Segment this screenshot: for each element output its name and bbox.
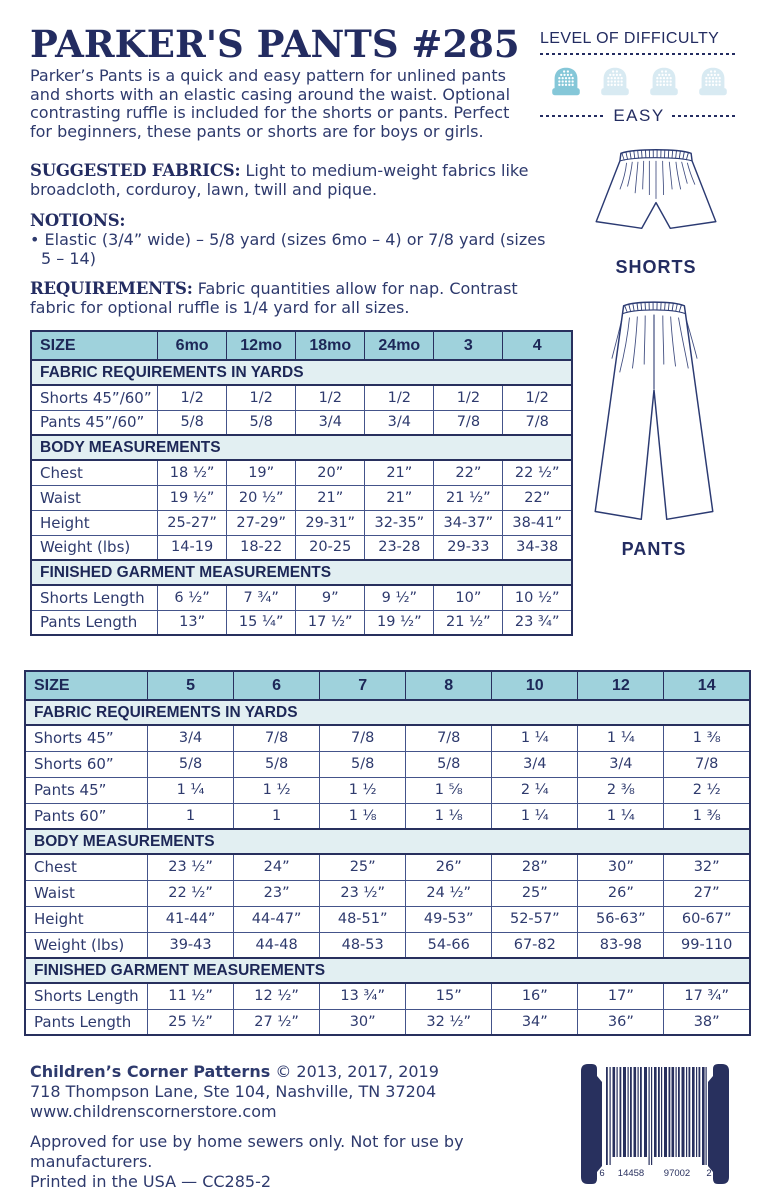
intro-text: Parker’s Pants is a quick and easy pattern for unlined pants and shorts with an elastic casing around the waist. Optional contrasting ruffle is included for the shorts or pants. Perfect for beginners, these pants or shorts are for boys or girls. [30, 66, 511, 142]
thimble-icon-filled [547, 64, 585, 99]
value-cell: 3/4 [492, 751, 578, 777]
value-cell: 29-31” [296, 510, 365, 535]
value-cell: 22 ½” [503, 460, 572, 485]
value-cell: 17 ¾” [664, 983, 750, 1009]
value-cell: 25-27” [158, 510, 227, 535]
value-cell: 12 ½” [234, 983, 320, 1009]
table-row [31, 485, 572, 510]
value-cell: 9 ½” [365, 585, 434, 610]
publisher-name: Children’s Corner Patterns [30, 1062, 271, 1081]
suggested-fabrics-heading: SUGGESTED FABRICS: [30, 161, 241, 180]
size-header-cell: 24mo [365, 331, 434, 360]
value-cell: 1 ¼ [492, 803, 578, 829]
row-label: Waist [25, 880, 148, 906]
difficulty-panel [540, 30, 738, 126]
size-table-small-sizes [30, 330, 573, 636]
size-header-cell: 18mo [296, 331, 365, 360]
row-label: Chest [25, 854, 148, 880]
size-header-cell: 10 [492, 671, 578, 700]
size-header-cell: 6mo [158, 331, 227, 360]
value-cell: 17 ½” [296, 610, 365, 635]
value-cell: 3/4 [365, 410, 434, 435]
notions-item [30, 231, 546, 268]
value-cell: 39-43 [148, 932, 234, 958]
requirements-heading: REQUIREMENTS: [30, 279, 193, 298]
value-cell: 22” [434, 460, 503, 485]
value-cell: 13” [158, 610, 227, 635]
value-cell: 7/8 [434, 410, 503, 435]
barcode-digit-group: 14458 [617, 1168, 645, 1179]
value-cell: 10” [434, 585, 503, 610]
row-label: Pants 45”/60” [31, 410, 158, 435]
table-row [25, 751, 750, 777]
size-header-cell: 3 [434, 331, 503, 360]
suggested-fabrics-text: Light to medium-weight fabrics like broadcloth, corduroy, lawn, twill and pique. [30, 161, 529, 199]
value-cell: 1/2 [227, 385, 296, 410]
row-label: Pants Length [25, 1009, 148, 1035]
value-cell: 1 ¼ [492, 725, 578, 751]
footer-text [30, 1062, 560, 1192]
value-cell: 25 ½” [148, 1009, 234, 1035]
row-label: Waist [31, 485, 158, 510]
value-cell: 7/8 [503, 410, 572, 435]
section-title: FABRIC REQUIREMENTS IN YARDS [25, 700, 750, 725]
value-cell: 3/4 [296, 410, 365, 435]
value-cell: 25” [320, 854, 406, 880]
value-cell: 21 ½” [434, 610, 503, 635]
row-label: Pants 60” [25, 803, 148, 829]
value-cell: 27-29” [227, 510, 296, 535]
value-cell: 34-38 [503, 535, 572, 560]
shorts-illustration [581, 140, 731, 252]
value-cell: 15 ¼” [227, 610, 296, 635]
table-row [25, 803, 750, 829]
dashed-divider [540, 115, 606, 117]
value-cell: 1 ⅜ [664, 725, 750, 751]
value-cell: 99-110 [664, 932, 750, 958]
difficulty-label: LEVEL OF DIFFICULTY [540, 30, 720, 47]
value-cell: 5/8 [148, 751, 234, 777]
website-link: www.childrenscornerstore.com [30, 1102, 277, 1121]
value-cell: 44-48 [234, 932, 320, 958]
table-row [25, 880, 750, 906]
value-cell: 5/8 [406, 751, 492, 777]
value-cell: 52-57” [492, 906, 578, 932]
value-cell: 1 ⅛ [320, 803, 406, 829]
value-cell: 1/2 [365, 385, 434, 410]
size-header-cell: 7 [320, 671, 406, 700]
value-cell: 27 ½” [234, 1009, 320, 1035]
value-cell: 1 ¼ [578, 803, 664, 829]
size-column-header: SIZE [31, 331, 158, 360]
section-title: FINISHED GARMENT MEASUREMENTS [25, 958, 750, 983]
value-cell: 34-37” [434, 510, 503, 535]
value-cell: 9” [296, 585, 365, 610]
value-cell: 1 ½ [234, 777, 320, 803]
value-cell: 23-28 [365, 535, 434, 560]
value-cell: 7 ¾” [227, 585, 296, 610]
section-title: BODY MEASUREMENTS [31, 435, 572, 460]
value-cell: 23 ½” [148, 854, 234, 880]
size-header-cell: 12 [578, 671, 664, 700]
table-row [25, 1009, 750, 1035]
value-cell: 34” [492, 1009, 578, 1035]
barcode [579, 1062, 731, 1194]
value-cell: 16” [492, 983, 578, 1009]
difficulty-thimbles [540, 64, 738, 99]
value-cell: 24 ½” [406, 880, 492, 906]
value-cell: 22” [503, 485, 572, 510]
value-cell: 21” [365, 485, 434, 510]
pants-illustration [571, 294, 737, 534]
value-cell: 1 ⅝ [406, 777, 492, 803]
thimble-icon [694, 64, 732, 99]
bullet-marker: • [30, 230, 40, 250]
value-cell: 3/4 [578, 751, 664, 777]
value-cell: 1 ⅛ [406, 803, 492, 829]
value-cell: 56-63” [578, 906, 664, 932]
table-row [31, 385, 572, 410]
size-header-row [25, 671, 750, 700]
shorts-figure-label: SHORTS [615, 257, 697, 277]
thimble-icon [645, 64, 683, 99]
barcode-digit-group: 6 [599, 1168, 605, 1179]
value-cell: 83-98 [578, 932, 664, 958]
value-cell: 22 ½” [148, 880, 234, 906]
value-cell: 17” [578, 983, 664, 1009]
notions-paragraph [30, 211, 546, 269]
value-cell: 28” [492, 854, 578, 880]
dashed-divider [672, 115, 738, 117]
value-cell: 1 ¼ [148, 777, 234, 803]
row-label: Shorts 45”/60” [31, 385, 158, 410]
size-header-cell: 14 [664, 671, 750, 700]
notions-item-text: Elastic (3/4” wide) – 5/8 yard (sizes 6mo – 4) or 7/8 yard (sizes 5 – 14) [41, 230, 546, 269]
value-cell: 18 ½” [158, 460, 227, 485]
value-cell: 7/8 [406, 725, 492, 751]
table-row [31, 410, 572, 435]
value-cell: 20 ½” [227, 485, 296, 510]
value-cell: 38-41” [503, 510, 572, 535]
value-cell: 5/8 [158, 410, 227, 435]
value-cell: 5/8 [227, 410, 296, 435]
value-cell: 11 ½” [148, 983, 234, 1009]
value-cell: 20” [296, 460, 365, 485]
value-cell: 24” [234, 854, 320, 880]
section-header-row [31, 435, 572, 460]
value-cell: 7/8 [234, 725, 320, 751]
row-label: Shorts 45” [25, 725, 148, 751]
section-header-row [25, 829, 750, 854]
shorts-figure [576, 140, 736, 278]
size-header-cell: 4 [503, 331, 572, 360]
approval-line: Approved for use by home sewers only. Not for use by manufacturers. [30, 1132, 464, 1171]
size-header-cell: 5 [148, 671, 234, 700]
value-cell: 18-22 [227, 535, 296, 560]
value-cell: 26” [578, 880, 664, 906]
value-cell: 6 ½” [158, 585, 227, 610]
value-cell: 1 ⅜ [664, 803, 750, 829]
address-line: 718 Thompson Lane, Ste 104, Nashville, TN 37204 [30, 1082, 437, 1101]
value-cell: 23” [234, 880, 320, 906]
difficulty-level-row [540, 106, 738, 126]
row-label: Weight (lbs) [25, 932, 148, 958]
value-cell: 1 [148, 803, 234, 829]
row-label: Shorts 60” [25, 751, 148, 777]
table-row [31, 510, 572, 535]
section-title: FABRIC REQUIREMENTS IN YARDS [31, 360, 572, 385]
value-cell: 60-67” [664, 906, 750, 932]
value-cell: 29-33 [434, 535, 503, 560]
printed-line: Printed in the USA — CC285-2 [30, 1172, 272, 1191]
table-row [31, 535, 572, 560]
size-header-cell: 6 [234, 671, 320, 700]
value-cell: 19 ½” [365, 610, 434, 635]
value-cell: 15” [406, 983, 492, 1009]
requirements-text: Fabric quantities allow for nap. Contrast fabric for optional ruffle is 1/4 yard for all sizes. [30, 279, 518, 317]
size-header-cell: 8 [406, 671, 492, 700]
value-cell: 67-82 [492, 932, 578, 958]
value-cell: 1 ¼ [578, 725, 664, 751]
value-cell: 1/2 [296, 385, 365, 410]
value-cell: 54-66 [406, 932, 492, 958]
value-cell: 2 ¼ [492, 777, 578, 803]
value-cell: 2 ½ [664, 777, 750, 803]
value-cell: 30” [320, 1009, 406, 1035]
value-cell: 5/8 [320, 751, 406, 777]
value-cell: 19” [227, 460, 296, 485]
value-cell: 23 ¾” [503, 610, 572, 635]
section-title: FINISHED GARMENT MEASUREMENTS [31, 560, 572, 585]
row-label: Weight (lbs) [31, 535, 158, 560]
section-header-row [31, 360, 572, 385]
table-row [31, 585, 572, 610]
value-cell: 48-51” [320, 906, 406, 932]
value-cell: 27” [664, 880, 750, 906]
value-cell: 21” [365, 460, 434, 485]
size-header-cell: 12mo [227, 331, 296, 360]
requirements-paragraph [30, 279, 542, 317]
value-cell: 49-53” [406, 906, 492, 932]
copyright-line [30, 1062, 560, 1082]
difficulty-level-label: EASY [613, 106, 665, 125]
row-label: Pants Length [31, 610, 158, 635]
section-header-row [25, 958, 750, 983]
value-cell: 1/2 [434, 385, 503, 410]
size-table-big-sizes [24, 670, 751, 1036]
value-cell: 36” [578, 1009, 664, 1035]
row-label: Pants 45” [25, 777, 148, 803]
size-column-header: SIZE [25, 671, 148, 700]
value-cell: 13 ¾” [320, 983, 406, 1009]
row-label: Height [31, 510, 158, 535]
value-cell: 7/8 [320, 725, 406, 751]
page-title: PARKER'S PANTS #285 [30, 22, 520, 66]
value-cell: 26” [406, 854, 492, 880]
section-title: BODY MEASUREMENTS [25, 829, 750, 854]
value-cell: 44-47” [234, 906, 320, 932]
thimble-icon [596, 64, 634, 99]
section-header-row [25, 700, 750, 725]
value-cell: 10 ½” [503, 585, 572, 610]
value-cell: 7/8 [664, 751, 750, 777]
table-row [25, 932, 750, 958]
value-cell: 32-35” [365, 510, 434, 535]
value-cell: 30” [578, 854, 664, 880]
section-header-row [31, 560, 572, 585]
pants-figure-label: PANTS [621, 539, 687, 559]
table-row [25, 906, 750, 932]
value-cell: 21” [296, 485, 365, 510]
value-cell: 2 ⅜ [578, 777, 664, 803]
value-cell: 32” [664, 854, 750, 880]
value-cell: 20-25 [296, 535, 365, 560]
row-label: Height [25, 906, 148, 932]
value-cell: 1 ½ [320, 777, 406, 803]
value-cell: 48-53 [320, 932, 406, 958]
barcode-digit-group: 2 [706, 1168, 712, 1179]
dashed-divider [540, 53, 738, 55]
barcode-digit-group: 97002 [663, 1168, 691, 1179]
value-cell: 21 ½” [434, 485, 503, 510]
value-cell: 1/2 [158, 385, 227, 410]
size-header-row [31, 331, 572, 360]
value-cell: 41-44” [148, 906, 234, 932]
notions-heading: NOTIONS: [30, 211, 126, 230]
value-cell: 1/2 [503, 385, 572, 410]
copyright-years: © 2013, 2017, 2019 [275, 1062, 439, 1081]
value-cell: 38” [664, 1009, 750, 1035]
barcode-illustration [579, 1062, 731, 1190]
table-row [25, 725, 750, 751]
value-cell: 25” [492, 880, 578, 906]
value-cell: 32 ½” [406, 1009, 492, 1035]
table-row [25, 777, 750, 803]
value-cell: 23 ½” [320, 880, 406, 906]
row-label: Shorts Length [31, 585, 158, 610]
row-label: Chest [31, 460, 158, 485]
table-row [31, 460, 572, 485]
row-label: Shorts Length [25, 983, 148, 1009]
value-cell: 3/4 [148, 725, 234, 751]
suggested-fabrics-paragraph [30, 161, 538, 199]
value-cell: 1 [234, 803, 320, 829]
value-cell: 14-19 [158, 535, 227, 560]
table-row [31, 610, 572, 635]
table-row [25, 983, 750, 1009]
value-cell: 5/8 [234, 751, 320, 777]
value-cell: 19 ½” [158, 485, 227, 510]
pants-figure [568, 294, 740, 560]
table-row [25, 854, 750, 880]
